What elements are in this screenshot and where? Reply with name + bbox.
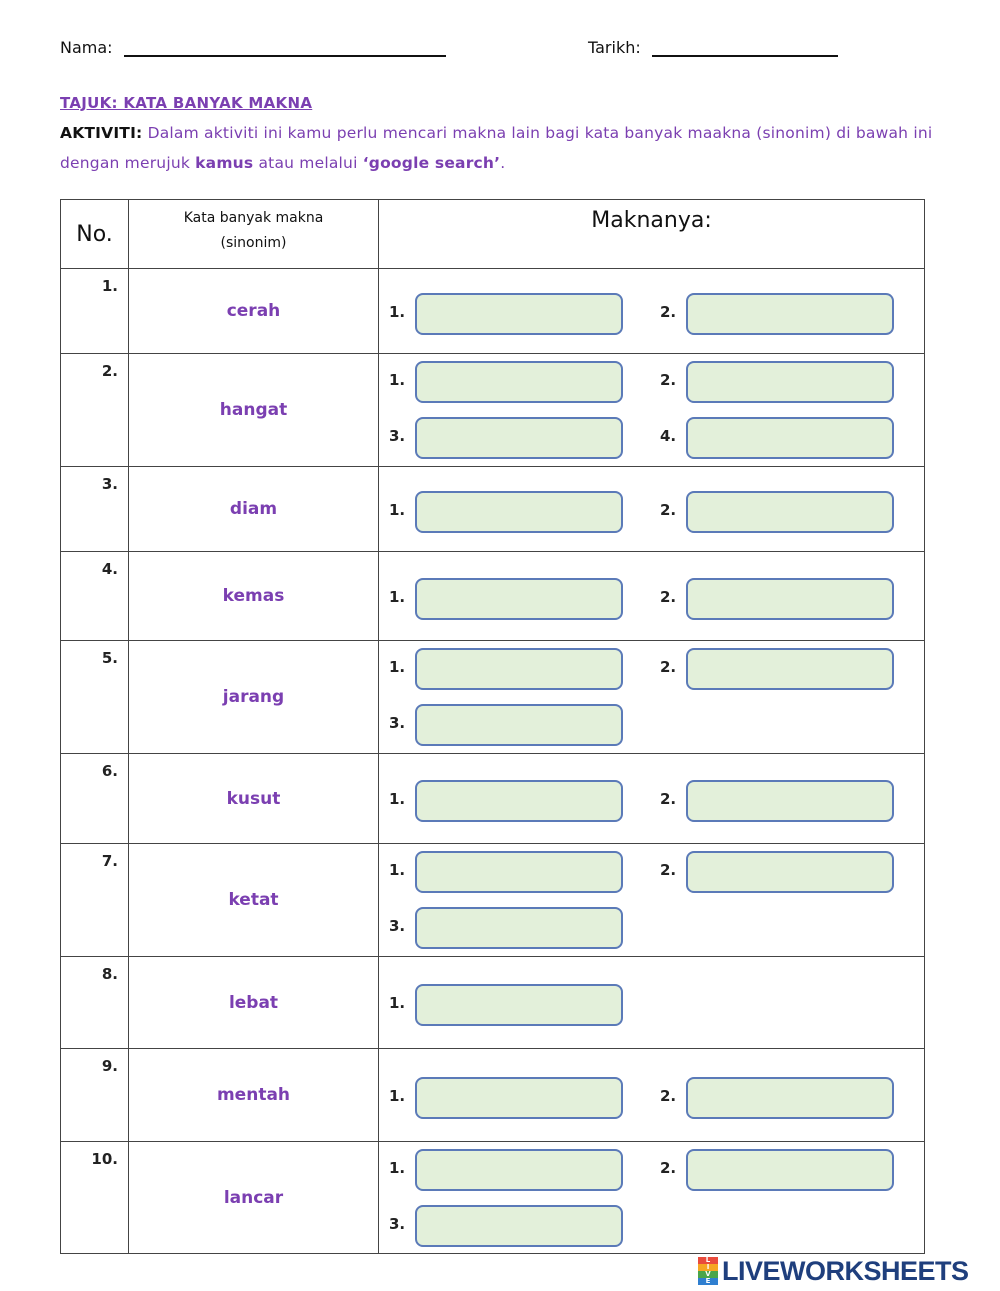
activity-google: ‘google search’	[362, 154, 501, 172]
row-number: 7.	[61, 844, 129, 957]
answer-cell	[379, 844, 925, 957]
row-word: kusut	[129, 754, 379, 844]
answer-input[interactable]	[415, 1149, 623, 1191]
answer-number: 2.	[660, 1087, 677, 1105]
col-word-header-line1: Kata banyak makna	[183, 210, 324, 226]
logo-badge-letter: L	[698, 1257, 718, 1264]
col-word-header-line2: (sinonim)	[220, 235, 287, 251]
answer-number: 1.	[389, 658, 406, 676]
answer-input[interactable]	[415, 704, 623, 746]
activity-instructions	[60, 118, 950, 178]
row-word: cerah	[129, 269, 379, 354]
answer-number: 1.	[389, 371, 406, 389]
answer-input[interactable]	[686, 361, 894, 403]
row-word: lebat	[129, 957, 379, 1049]
answer-input[interactable]	[415, 984, 623, 1026]
answer-cell	[379, 754, 925, 844]
answer-cell	[379, 354, 925, 467]
answer-input[interactable]	[415, 907, 623, 949]
row-word: hangat	[129, 354, 379, 467]
row-word: kemas	[129, 552, 379, 641]
answer-number: 1.	[389, 994, 406, 1012]
row-number: 3.	[61, 467, 129, 552]
answer-input[interactable]	[415, 648, 623, 690]
table-row	[61, 754, 925, 844]
table-header	[61, 200, 925, 269]
table-row	[61, 467, 925, 552]
answer-number: 2.	[660, 303, 677, 321]
answer-input[interactable]	[415, 361, 623, 403]
logo-badge	[698, 1257, 718, 1285]
answer-input[interactable]	[686, 417, 894, 459]
answer-number: 2.	[660, 371, 677, 389]
table-row	[61, 1142, 925, 1254]
answer-number: 1.	[389, 501, 406, 519]
answer-input[interactable]	[415, 780, 623, 822]
row-number: 9.	[61, 1049, 129, 1142]
table-row	[61, 1049, 925, 1142]
col-word-header	[129, 200, 379, 269]
answer-number: 1.	[389, 790, 406, 808]
logo-badge-letter: I	[698, 1264, 718, 1271]
worksheet-table	[60, 199, 925, 1254]
answer-cell	[379, 1142, 925, 1254]
answer-input[interactable]	[686, 1077, 894, 1119]
row-number: 5.	[61, 641, 129, 754]
answer-number: 3.	[389, 427, 406, 445]
table-row	[61, 641, 925, 754]
date-blank[interactable]	[652, 39, 838, 57]
col-meaning-header: Maknanya:	[379, 200, 925, 269]
answer-number: 1.	[389, 1087, 406, 1105]
answer-number: 2.	[660, 861, 677, 879]
row-number: 6.	[61, 754, 129, 844]
answer-input[interactable]	[415, 1077, 623, 1119]
table-row	[61, 269, 925, 354]
logo-badge-letter: E	[698, 1278, 718, 1285]
answer-number: 4.	[660, 427, 677, 445]
answer-input[interactable]	[686, 780, 894, 822]
row-word: ketat	[129, 844, 379, 957]
answer-number: 3.	[389, 714, 406, 732]
page-title: TAJUK: KATA BANYAK MAKNA	[60, 94, 313, 112]
answer-input[interactable]	[686, 491, 894, 533]
answer-number: 1.	[389, 303, 406, 321]
row-number: 10.	[61, 1142, 129, 1254]
activity-label: AKTIVITI:	[60, 124, 143, 142]
answer-number: 3.	[389, 1215, 406, 1233]
table-row	[61, 957, 925, 1049]
activity-text-2: atau melalui	[253, 154, 363, 172]
name-blank[interactable]	[124, 39, 446, 57]
name-label: Nama:	[60, 38, 113, 57]
date-field	[588, 38, 838, 57]
liveworksheets-logo	[698, 1256, 969, 1286]
row-word: diam	[129, 467, 379, 552]
activity-kamus: kamus	[195, 154, 254, 172]
answer-number: 3.	[389, 917, 406, 935]
answer-input[interactable]	[686, 578, 894, 620]
row-number: 2.	[61, 354, 129, 467]
logo-badge-letter: V	[698, 1271, 718, 1278]
name-field	[60, 38, 446, 57]
answer-input[interactable]	[686, 648, 894, 690]
answer-number: 2.	[660, 588, 677, 606]
answer-input[interactable]	[415, 851, 623, 893]
row-number: 1.	[61, 269, 129, 354]
answer-cell	[379, 269, 925, 354]
answer-input[interactable]	[686, 293, 894, 335]
answer-cell	[379, 1049, 925, 1142]
answer-input[interactable]	[415, 417, 623, 459]
answer-cell	[379, 552, 925, 641]
col-no-header: No.	[61, 200, 129, 269]
date-label: Tarikh:	[588, 38, 641, 57]
table-row	[61, 844, 925, 957]
answer-number: 1.	[389, 861, 406, 879]
row-number: 4.	[61, 552, 129, 641]
table-row	[61, 354, 925, 467]
answer-cell	[379, 957, 925, 1049]
answer-number: 2.	[660, 1159, 677, 1177]
answer-cell	[379, 467, 925, 552]
answer-input[interactable]	[415, 1205, 623, 1247]
answer-number: 1.	[389, 1159, 406, 1177]
row-word: lancar	[129, 1142, 379, 1254]
row-number: 8.	[61, 957, 129, 1049]
answer-input[interactable]	[415, 491, 623, 533]
activity-text-1: Dalam aktiviti ini kamu perlu mencari makna lain bagi kata banyak maakna (sinonim) di bawah ini dengan merujuk	[60, 124, 933, 172]
answer-input[interactable]	[415, 578, 623, 620]
answer-number: 2.	[660, 501, 677, 519]
row-word: jarang	[129, 641, 379, 754]
answer-number: 2.	[660, 790, 677, 808]
table-row	[61, 552, 925, 641]
answer-input[interactable]	[686, 851, 894, 893]
answer-number: 1.	[389, 588, 406, 606]
answer-input[interactable]	[686, 1149, 894, 1191]
answer-number: 2.	[660, 658, 677, 676]
answer-cell	[379, 641, 925, 754]
row-word: mentah	[129, 1049, 379, 1142]
activity-text-3: .	[500, 154, 506, 172]
logo-text: LIVEWORKSHEETS	[722, 1255, 969, 1286]
answer-input[interactable]	[415, 293, 623, 335]
